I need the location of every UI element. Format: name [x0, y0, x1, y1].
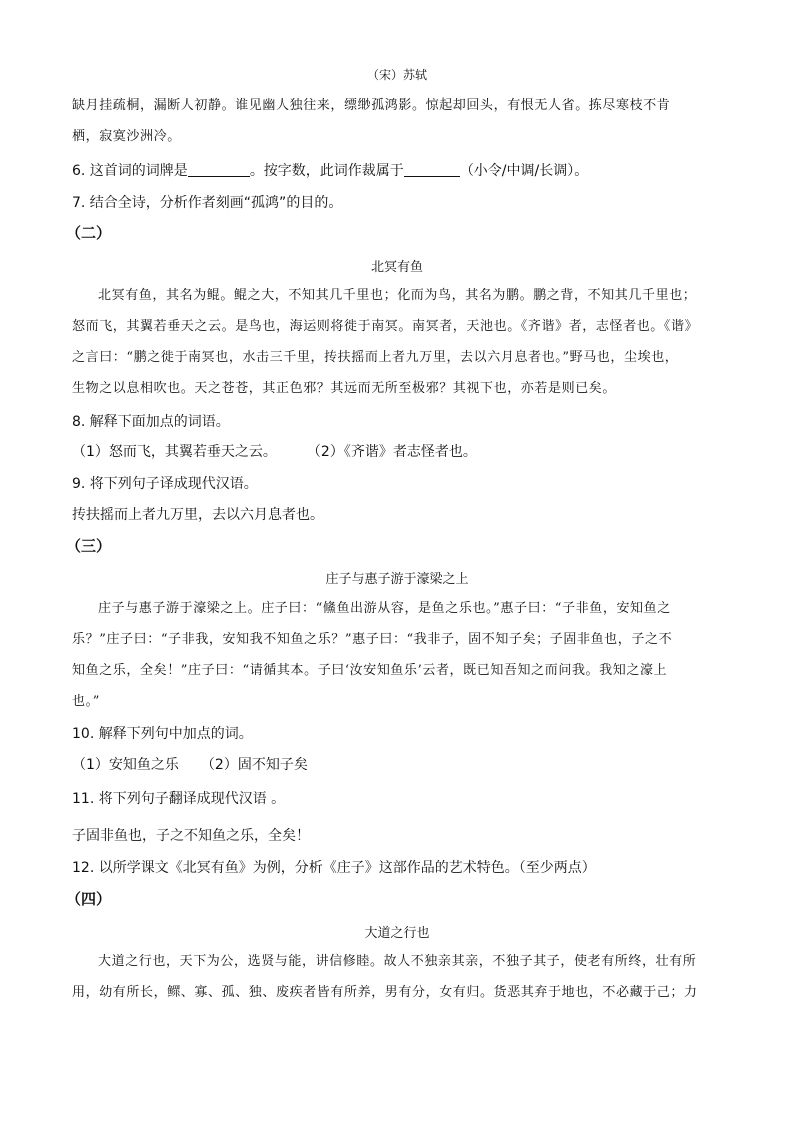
- passage-body: [72, 946, 722, 1008]
- passage-line: 之言曰：“鹏之徙于南冥也，水击三千里，抟扶摇而上者九万里，去以六月息者也。”野马也，尘埃也，: [72, 350, 679, 365]
- question-8-subs: [72, 442, 722, 462]
- passage-line: 用，幼有所长，鳏、寡、孤、独、废疾者皆有所养，男有分，女有归。货恶其弃于地也，不必藏于己；力: [72, 985, 698, 1000]
- q8-sub1: （1）怒而飞，其翼若垂天之云。: [72, 444, 277, 460]
- q9-sentence: 抟扶摇而上者九万里，去以六月息者也。: [72, 507, 324, 523]
- question-7: 7. 结合全诗，分析作者刻画“孤鸿”的目的。: [72, 195, 343, 211]
- question-8: 8. 解释下面加点的词语。: [72, 414, 230, 430]
- section-heading: （三）: [66, 537, 112, 555]
- passage-title: 大道之行也: [364, 926, 430, 941]
- passage-line: 生物之以息相吹也。天之苍苍，其正色邪？其远而无所至极邪？其视下也，亦若是则已矣。: [72, 381, 617, 396]
- passage-line: 北冥有鱼，其名为鲲。鲲之大，不知其几千里也；化而为鸟，其名为鹏。鹏之背，不知其几千里也；: [98, 288, 697, 303]
- section-heading: （四）: [66, 890, 112, 908]
- q10-sub1: （1）安知鱼之乐: [72, 757, 179, 773]
- question-10-subs: [72, 755, 722, 775]
- poem-author: （宋）苏轼: [366, 68, 427, 82]
- poem-line: 栖，寂寞沙洲冷。: [72, 129, 181, 144]
- poem-line: 缺月挂疏桐，漏断人初静。谁见幽人独往来，缥缈孤鸿影。惊起却回头，有恨无人省。拣尽寒枝不肯: [72, 98, 671, 113]
- q8-sub2: （2）《齐谐》者志怪者也。: [306, 444, 477, 460]
- question-6: [72, 161, 722, 181]
- passage-line: 大道之行也，天下为公，选贤与能，讲信修睦。故人不独亲其亲，不独子其子，使老有所终，壮有所: [98, 954, 697, 969]
- question-11: 11. 将下列句子翻译成现代汉语 。: [72, 791, 286, 807]
- q10-sub2: （2）固不知子矣: [200, 757, 308, 773]
- passage-line: 知鱼之乐，全矣！”庄子曰：“请循其本。子曰‘汝安知鱼乐’云者，既已知吾知之而问我。我知之濠上: [72, 663, 668, 678]
- passage-title: 庄子与惠子游于濠梁之上: [325, 572, 469, 587]
- q6-part1: 6. 这首词的词牌是: [72, 163, 188, 179]
- passage-line: 乐？”庄子曰：“子非我，安知我不知鱼之乐？”惠子曰：“我非子，固不知子矣；子固非鱼也，子之不: [72, 632, 673, 647]
- passage-line: 庄子与惠子游于濠梁之上。庄子曰：“鯈鱼出游从容，是鱼之乐也。”惠子曰：“子非鱼，安知鱼之: [98, 601, 671, 616]
- q6-part2: 。按字数，此词作裁属于: [249, 163, 404, 179]
- passage-body: [72, 280, 722, 404]
- passage-title: 北冥有鱼: [370, 260, 423, 275]
- question-12: 12. 以所学课文《北冥有鱼》为例，分析《庄子》这部作品的艺术特色。（至少两点）: [72, 860, 596, 876]
- passage-line: 也。”: [72, 694, 100, 709]
- poem-body: [72, 90, 722, 152]
- question-9: 9. 将下列句子译成现代汉语。: [72, 476, 258, 492]
- answer-blank[interactable]: [404, 162, 460, 177]
- question-10: 10. 解释下列句中加点的词。: [72, 726, 253, 742]
- answer-blank[interactable]: [188, 162, 250, 177]
- passage-body: [72, 593, 722, 717]
- q6-part3: （小令/中调/长调）。: [459, 163, 589, 179]
- q11-sentence: 子固非鱼也，子之不知鱼之乐，全矣！: [72, 828, 310, 844]
- section-heading: （二）: [66, 224, 112, 242]
- passage-line: 怒而飞，其翼若垂天之云。是鸟也，海运则将徙于南冥。南冥者，天池也。《齐谐》者，志怪者也。《谐》: [72, 319, 699, 334]
